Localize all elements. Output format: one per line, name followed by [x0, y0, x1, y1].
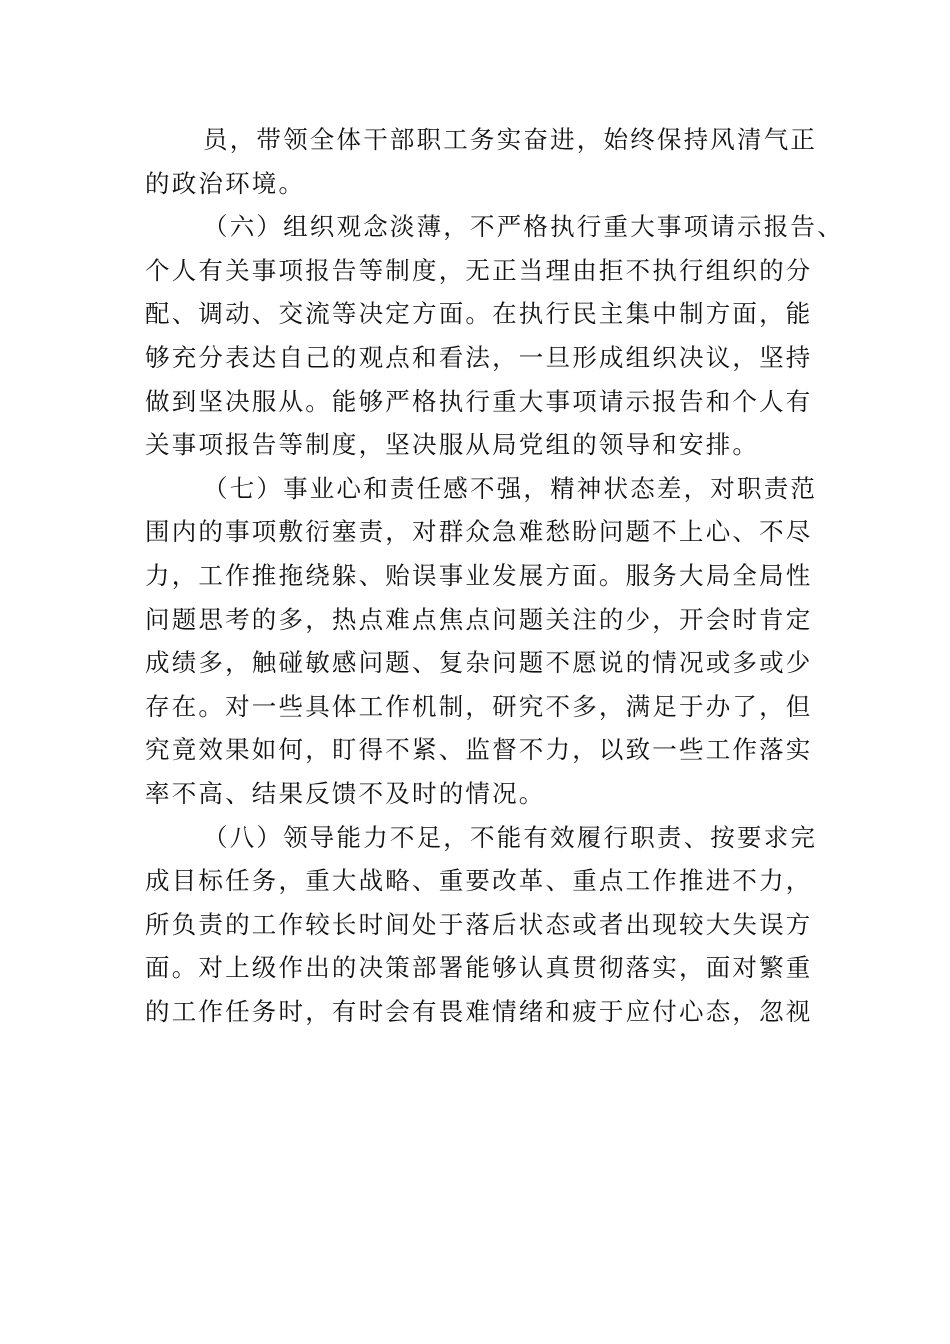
- text-line: 关事项报告等制度，坚决服从局党组的领导和安排。: [145, 430, 760, 460]
- text-line: 围内的事项敷衍塞责，对群众急难愁盼问题不上心、不尽: [145, 517, 813, 547]
- text-line: 个人有关事项报告等制度，无正当理由拒不执行组织的分: [145, 255, 813, 285]
- section-heading-line: （七）事业心和责任感不强，精神状态差，对职责范: [203, 473, 818, 503]
- text-line: 存在。对一些具体工作机制，研究不多，满足于办了，但: [145, 691, 813, 721]
- section-heading-line: （八）领导能力不足，不能有效履行职责、按要求完: [203, 822, 818, 852]
- text-line: 做到坚决服从。能够严格执行重大事项请示报告和个人有: [145, 386, 813, 416]
- text-line: 员，带领全体干部职工务实奋进，始终保持风清气正: [203, 125, 818, 154]
- text-line: 成目标任务，重大战略、重要改革、重点工作推进不力，: [145, 866, 813, 896]
- text-line: 面。对上级作出的决策部署能够认真贯彻落实，面对繁重: [145, 953, 813, 983]
- text-line: 率不高、结果反馈不及时的情况。: [145, 778, 546, 808]
- text-line: 的政治环境。: [145, 168, 306, 198]
- text-line: 究竟效果如何，盯得不紧、监督不力，以致一些工作落实: [145, 735, 813, 765]
- section-heading-line: （六）组织观念淡薄，不严格执行重大事项请示报告、: [203, 212, 844, 242]
- text-line: 力，工作推拖绕躲、贻误事业发展方面。服务大局全局性: [145, 560, 813, 590]
- text-line: 问题思考的多，热点难点焦点问题关注的少，开会时肯定: [145, 604, 813, 634]
- text-line: 所负责的工作较长时间处于落后状态或者出现较大失误方: [145, 909, 813, 939]
- text-line: 的工作任务时，有时会有畏难情绪和疲于应付心态，忽视: [145, 996, 813, 1026]
- text-line: 配、调动、交流等决定方面。在执行民主集中制方面，能: [145, 299, 813, 329]
- text-line: 成绩多，触碰敏感问题、复杂问题不愿说的情况或多或少: [145, 648, 813, 678]
- body-text: [145, 118, 844, 1033]
- text-line: 够充分表达自己的观点和看法，一旦形成组织决议，坚持: [145, 342, 813, 372]
